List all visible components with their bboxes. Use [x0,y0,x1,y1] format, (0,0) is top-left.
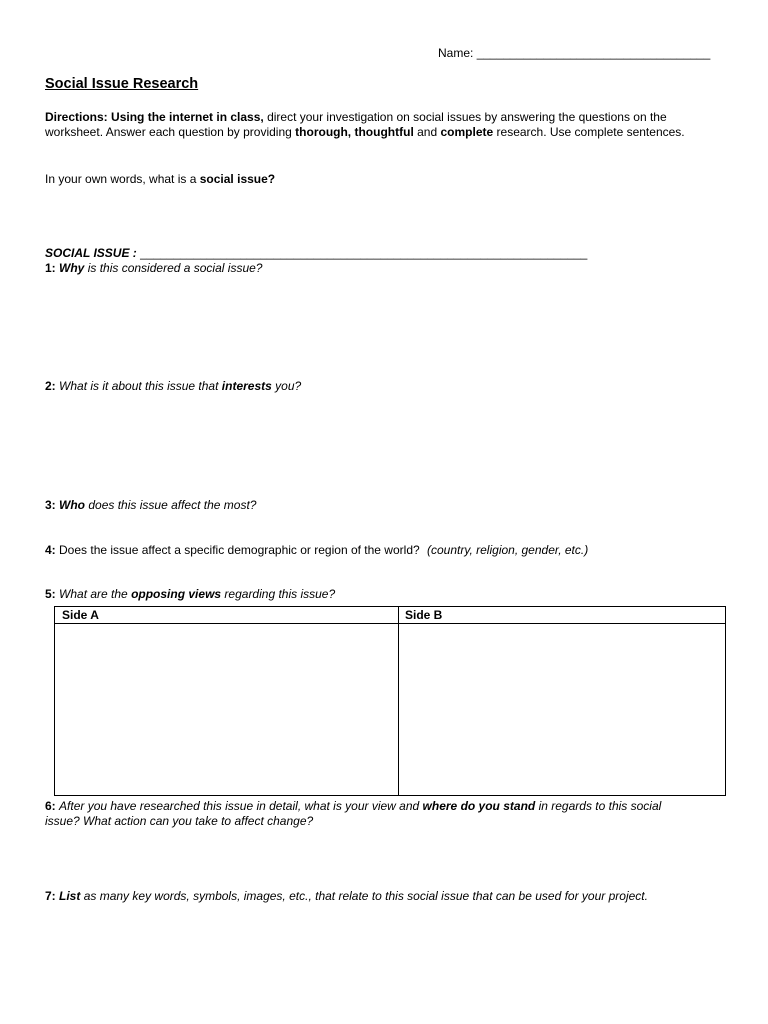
side-b-answer-cell[interactable] [399,624,725,795]
question-text: Does the issue affect a specific demographic or region of the world? [59,543,420,557]
question-number: 3: [45,498,56,512]
intro-question [45,172,275,187]
question-5 [45,587,335,602]
question-3 [45,498,256,513]
directions-and: and [417,125,438,139]
question-number: 6: [45,799,56,813]
directions-bold-phrase: Using the internet in class, [111,110,264,124]
directions-text-2: worksheet. Answer each question by providing [45,125,292,139]
question-2 [45,379,301,394]
question-number: 1: [45,261,56,275]
name-label: Name: [438,46,474,60]
question-number: 2: [45,379,56,393]
question-number: 4: [45,543,56,557]
directions-bold-complete: complete [440,125,494,139]
question-keyword: opposing views [131,587,222,601]
question-7 [45,889,648,904]
intro-question-bold: social issue? [199,172,276,186]
question-text-end: in regards to this social [538,799,662,813]
name-field[interactable] [438,46,710,61]
social-issue-field[interactable] [45,246,587,261]
question-keyword: Who [59,498,86,512]
question-6 [45,799,661,814]
question-keyword: interests [221,379,272,393]
intro-question-text: In your own words, what is a [45,172,197,186]
directions-label: Directions: [45,110,108,124]
directions-line-1 [45,110,667,125]
question-number: 5: [45,587,56,601]
directions-bold-thorough: thorough, thoughtful [295,125,414,139]
directions-text-3: research. Use complete sentences. [496,125,685,139]
directions-line-2 [45,125,685,140]
question-text-end: you? [275,379,302,393]
question-hint: (country, religion, gender, etc.) [427,543,589,557]
question-number: 7: [45,889,56,903]
social-issue-blank: ___________________________________________________________________ [140,246,588,260]
side-a-answer-cell[interactable] [55,624,398,795]
name-blank: ___________________________________ [476,46,711,60]
question-text: is this considered a social issue? [87,261,263,275]
question-text: What is it about this issue that [59,379,219,393]
question-text-end: regarding this issue? [224,587,336,601]
question-text: as many key words, symbols, images, etc., that relate to this social issue that can be used for your project. [83,889,648,903]
question-6-line-2: issue? What action can you take to affect change? [45,814,314,828]
social-issue-label: SOCIAL ISSUE : [45,246,137,260]
side-b-header: Side B [405,608,443,622]
question-text: After you have researched this issue in detail, what is your view and [59,799,420,813]
question-4 [45,543,588,558]
question-keyword: where do you stand [422,799,536,813]
question-keyword: List [59,889,81,903]
opposing-views-table [54,606,726,796]
side-a-header: Side A [62,608,99,622]
directions-text-1: direct your investigation on social issues by answering the questions on the [267,110,667,124]
question-text: What are the [59,587,128,601]
page-title: Social Issue Research [45,76,199,92]
question-keyword: Why [59,261,85,275]
question-1 [45,261,262,276]
question-text: does this issue affect the most? [88,498,257,512]
